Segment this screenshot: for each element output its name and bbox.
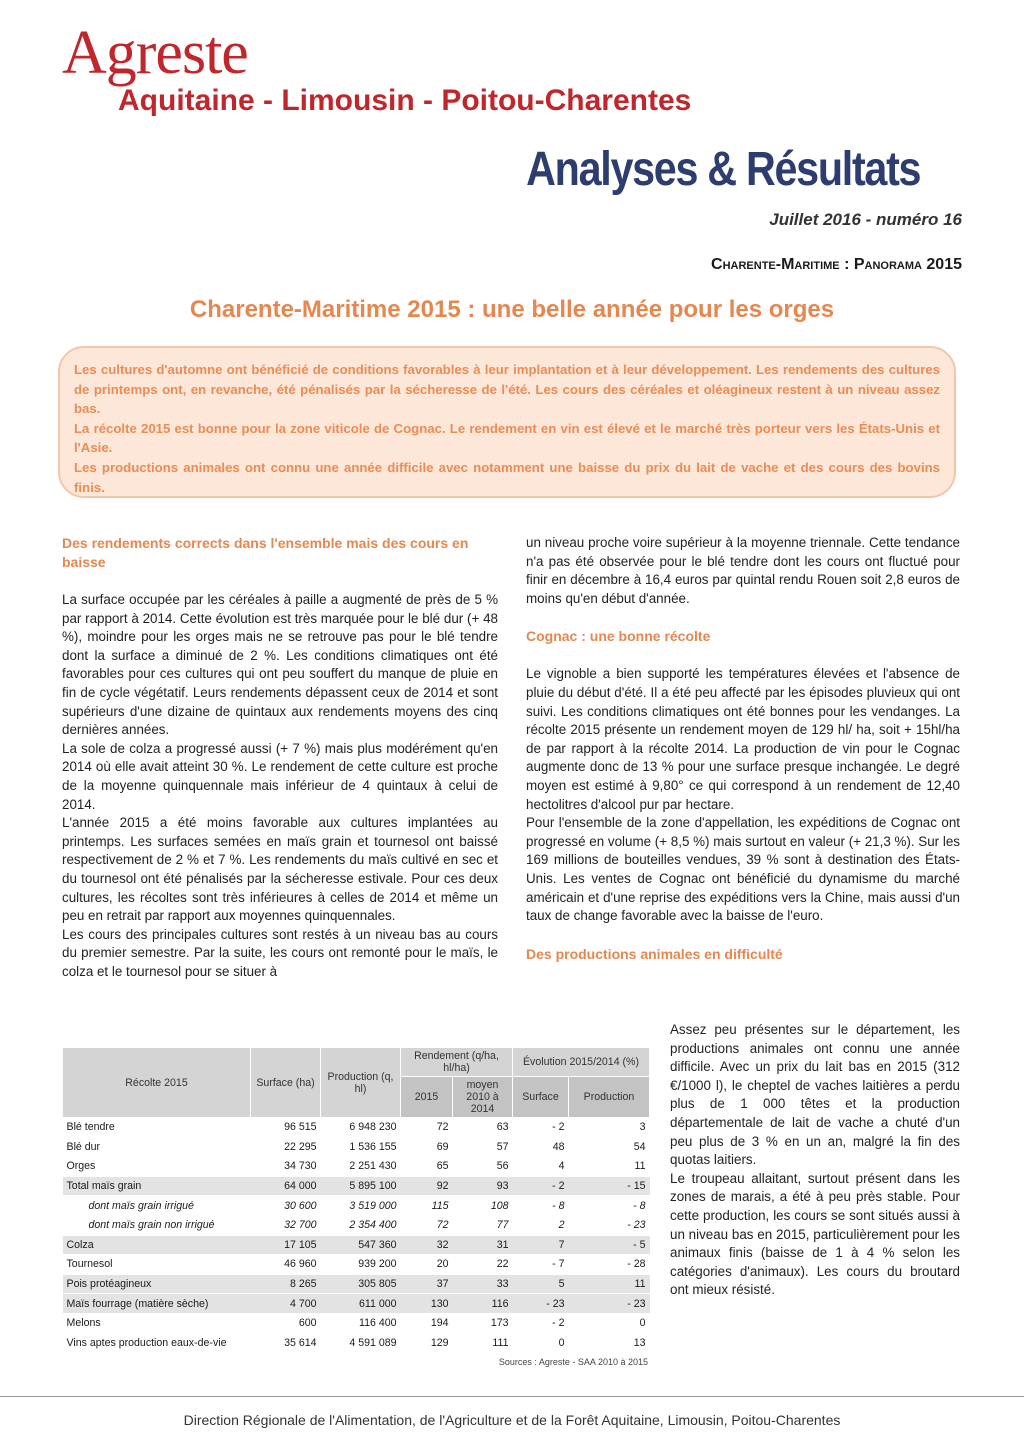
cell-evo-area: 0: [513, 1333, 569, 1353]
cell-yield-2015: 37: [401, 1274, 453, 1294]
cell-crop: Maïs fourrage (matière sèche): [63, 1294, 251, 1314]
livestock-column: [670, 1021, 960, 1300]
cell-evo-area: - 2: [513, 1118, 569, 1138]
cell-production: 6 948 230: [321, 1118, 401, 1138]
cell-evo-area: 5: [513, 1274, 569, 1294]
cell-area: 96 515: [251, 1118, 321, 1138]
cell-crop: Orges: [63, 1157, 251, 1177]
cell-production: 116 400: [321, 1313, 401, 1333]
harvest-table-container: [62, 1047, 650, 1367]
body-paragraph: Le vignoble a bien supporté les températures élevées et l'absence de pluie du début d'été. Il a été peu affecté par les épisodes pluvieux qui ont suivi. Les conditions climatiques ont été bonnes pour les vendanges. La récolte 2015 présente un rendement moyen de 129 hl/ ha, soit + 15hl/ha de par rapport à la récolte 2014. La production de vin pour le Cognac augmente donc de 13 % pour une surface presque inchangée. Le degré moyen est estimé à 9,80° ce qui correspond à un rendement de 12,40 hectolitres d'alcool pur par hectare.: [526, 666, 960, 812]
cell-evo-area: - 2: [513, 1176, 569, 1196]
cell-evo-production: 3: [569, 1118, 650, 1138]
cell-yield-avg: 116: [453, 1294, 513, 1314]
table-row: [63, 1215, 650, 1235]
cell-crop: Tournesol: [63, 1255, 251, 1275]
cell-area: 4 700: [251, 1294, 321, 1314]
table-row: [63, 1157, 650, 1177]
section-heading-cereals: Des rendements corrects dans l'ensemble mais des cours en baisse: [62, 535, 469, 570]
summary-paragraph: Les productions animales ont connu une année difficile avec notamment une baisse du prix du lait de vache et des cours des bovins finis.: [74, 459, 940, 495]
cell-yield-avg: 33: [453, 1274, 513, 1294]
cell-evo-production: 54: [569, 1137, 650, 1157]
summary-paragraph: La récolte 2015 est bonne pour la zone viticole de Cognac. Le rendement en vin est élevé et le marché très porteur vers les États-Unis et l'Asie.: [74, 420, 940, 456]
cell-yield-avg: 77: [453, 1215, 513, 1235]
cell-area: 32 700: [251, 1215, 321, 1235]
cell-area: 64 000: [251, 1176, 321, 1196]
table-row: [63, 1196, 650, 1216]
cell-yield-avg: 56: [453, 1157, 513, 1177]
cell-yield-avg: 111: [453, 1333, 513, 1353]
cell-area: 34 730: [251, 1157, 321, 1177]
cell-production: 2 251 430: [321, 1157, 401, 1177]
body-paragraph: Les cours des principales cultures sont restés à un niveau bas au cours du premier semestre. Par la suite, les cours ont remonté pour le maïs, le colza et le tournesol pour se situer à: [62, 926, 498, 979]
cell-production: 3 519 000: [321, 1196, 401, 1216]
cell-crop: dont maïs grain non irrigué: [63, 1215, 251, 1235]
cell-production: 4 591 089: [321, 1333, 401, 1353]
cell-production: 305 805: [321, 1274, 401, 1294]
region-title: Aquitaine - Limousin - Poitou-Charentes: [118, 84, 692, 117]
cell-yield-2015: 72: [401, 1118, 453, 1138]
table-body: [63, 1118, 650, 1353]
body-paragraph: Assez peu présentes sur le département, les productions animales ont connu une année difficile. Avec un prix du lait bas en 2015 (312 €/1000 l), le cheptel de vaches laitières a perdu plus de 1 000 têtes et la production départementale de lait de vache a chuté d'un peu plus de 3 % en un an, malgré la fin des quotas laitiers.: [670, 1022, 960, 1168]
cell-production: 2 354 400: [321, 1215, 401, 1235]
cell-evo-production: 0: [569, 1313, 650, 1333]
cell-area: 30 600: [251, 1196, 321, 1216]
table-source: Sources : Agreste - SAA 2010 à 2015: [498, 1357, 648, 1368]
cell-crop: Colza: [63, 1235, 251, 1255]
body-paragraph: La surface occupée par les céréales à paille a augmenté de près de 5 % par rapport à 2014. Cette évolution est très marquée pour le blé dur (+ 48 %), moindre pour les orges mais ne se retrouve pas pour le blé tendre dont la surface a diminué de 2 %. Les conditions climatiques ont été favorables pour ces cultures qui ont peu souffert du manque de pluie en fin de cycle végétatif. Leurs rendements dépassent ceux de 2014 et sont supérieurs d'une dizaine de quintaux aux rendements moyens des cinq dernières années.: [62, 592, 498, 738]
cell-area: 35 614: [251, 1333, 321, 1353]
cell-evo-production: - 23: [569, 1294, 650, 1314]
col-header-evo-area: Surface: [513, 1077, 569, 1118]
harvest-table: [62, 1047, 650, 1353]
cell-evo-area: - 2: [513, 1313, 569, 1333]
rubric-label: Charente-Maritime : Panorama 2015: [711, 256, 962, 273]
right-column: [526, 534, 960, 983]
table-row: [63, 1118, 650, 1138]
summary-paragraph: Les cultures d'automne ont bénéficié de conditions favorables à leur implantation et à leur développement. Les rendements des cultures de printemps ont, en revanche, été pénalisés par la sécheresse de l'été. Les cours des céréales et oléagineux restent à un niveau assez bas.: [74, 362, 940, 417]
cell-production: 5 895 100: [321, 1176, 401, 1196]
cell-crop: Blé dur: [63, 1137, 251, 1157]
col-header-crop: Récolte 2015: [63, 1048, 251, 1118]
section-heading-livestock: Des productions animales en difficulté: [526, 945, 783, 962]
cell-yield-2015: 92: [401, 1176, 453, 1196]
body-paragraph: Le troupeau allaitant, surtout présent dans les zones de marais, a été à peu près stable. Pour cette production, les cours se sont situés aussi à un niveau bas en 2015, particulièrement pour les animaux finis (baisse de 1 à 4 % selon les catégories d'animaux). Les cours du broutard ont mieux résisté.: [670, 1170, 960, 1298]
col-header-area: Surface (ha): [251, 1048, 321, 1118]
col-header-yield-avg: moyen 2010 à 2014: [453, 1077, 513, 1118]
table-row: [63, 1313, 650, 1333]
cell-evo-area: - 8: [513, 1196, 569, 1216]
cell-yield-avg: 108: [453, 1196, 513, 1216]
cell-yield-avg: 173: [453, 1313, 513, 1333]
cell-evo-area: 2: [513, 1215, 569, 1235]
cell-crop: Melons: [63, 1313, 251, 1333]
page-title: Charente-Maritime 2015 : une belle année pour les orges: [189, 296, 835, 323]
cell-evo-production: - 15: [569, 1176, 650, 1196]
left-column: [62, 534, 498, 981]
body-paragraph: un niveau proche voire supérieur à la moyenne triennale. Cette tendance n'a pas été observée pour le blé tendre dont les cours ont fluctué pour finir en décembre à 16,4 euros par quintal rendu Rouen soit 2,8 euros de moins qu'en début d'année.: [526, 535, 960, 606]
footer-text: Direction Régionale de l'Alimentation, de l'Agriculture et de la Forêt Aquitaine, Limousin, Poitou-Charentes: [183, 1412, 841, 1428]
col-header-production: Production (q, hl): [321, 1048, 401, 1118]
cell-area: 600: [251, 1313, 321, 1333]
cell-evo-production: - 28: [569, 1255, 650, 1275]
cell-production: 1 536 155: [321, 1137, 401, 1157]
cell-evo-area: - 23: [513, 1294, 569, 1314]
cell-area: 22 295: [251, 1137, 321, 1157]
col-header-evolution: Évolution 2015/2014 (%): [513, 1048, 650, 1077]
cell-yield-2015: 65: [401, 1157, 453, 1177]
cell-crop: Pois protéagineux: [63, 1274, 251, 1294]
table-row: [63, 1274, 650, 1294]
table-row: [63, 1294, 650, 1314]
issue-date: Juillet 2016 - numéro 16: [769, 210, 962, 229]
cell-yield-2015: 129: [401, 1333, 453, 1353]
body-paragraph: L'année 2015 a été moins favorable aux cultures implantées au printemps. Les surfaces semées en maïs grain et tournesol ont baissé respectivement de 2 % et 7 %. Les rendements du maïs cultivé en sec et du tournesol ont été pénalisés par la sécheresse estivale. Pour ces deux cultures, les récoltes sont très inférieures à celles de 2014 et même un peu en retrait par rapport aux moyennes quinquennales.: [62, 815, 498, 924]
cell-evo-production: 13: [569, 1333, 650, 1353]
cell-crop: dont maïs grain irrigué: [63, 1196, 251, 1216]
body-paragraph: Pour l'ensemble de la zone d'appellation, les expéditions de Cognac ont progressé en volume (+ 8,5 %) mais surtout en valeur (+ 21,3 %). Sur les 169 millions de bouteilles vendues, 39 % sont à destination des États-Unis. Les ventes de Cognac ont bénéficié du dynamisme du marché américain et d'une reprise des expéditions vers la Chine, mais aussi d'un taux de change favorable avec la baisse de l'euro.: [526, 815, 960, 924]
cell-crop: Total maïs grain: [63, 1176, 251, 1196]
col-header-yield-2015: 2015: [401, 1077, 453, 1118]
cell-crop: Blé tendre: [63, 1118, 251, 1138]
table-row: [63, 1235, 650, 1255]
table-row: [63, 1333, 650, 1353]
cell-production: 939 200: [321, 1255, 401, 1275]
cell-yield-2015: 20: [401, 1255, 453, 1275]
cell-evo-area: 7: [513, 1235, 569, 1255]
col-header-evo-production: Production: [569, 1077, 650, 1118]
cell-yield-avg: 22: [453, 1255, 513, 1275]
cell-yield-2015: 69: [401, 1137, 453, 1157]
cell-yield-avg: 63: [453, 1118, 513, 1138]
cell-evo-area: - 7: [513, 1255, 569, 1275]
cell-yield-2015: 130: [401, 1294, 453, 1314]
cell-crop: Vins aptes production eaux-de-vie: [63, 1333, 251, 1353]
cell-yield-avg: 57: [453, 1137, 513, 1157]
col-header-yield: Rendement (q/ha, hl/ha): [401, 1048, 513, 1077]
agreste-logo: Agreste: [62, 19, 248, 87]
cell-yield-avg: 93: [453, 1176, 513, 1196]
cell-yield-2015: 32: [401, 1235, 453, 1255]
table-row: [63, 1137, 650, 1157]
cell-yield-2015: 194: [401, 1313, 453, 1333]
summary-box: [58, 346, 956, 498]
cell-yield-avg: 31: [453, 1235, 513, 1255]
body-paragraph: La sole de colza a progressé aussi (+ 7 %) mais plus modérément qu'en 2014 où elle avait atteint 30 %. Le rendement de cette culture est proche de la moyenne quinquennale mais inférieur de 4 quintaux à celui de 2014.: [62, 740, 498, 812]
footer-divider: [0, 1396, 1024, 1397]
cell-production: 547 360: [321, 1235, 401, 1255]
section-heading-cognac: Cognac : une bonne récolte: [526, 628, 711, 645]
cell-area: 46 960: [251, 1255, 321, 1275]
cell-evo-production: 11: [569, 1274, 650, 1294]
table-row: [63, 1255, 650, 1275]
cell-evo-production: - 5: [569, 1235, 650, 1255]
cell-evo-production: - 8: [569, 1196, 650, 1216]
cell-area: 8 265: [251, 1274, 321, 1294]
cell-production: 611 000: [321, 1294, 401, 1314]
cell-evo-area: 48: [513, 1137, 569, 1157]
cell-evo-production: - 23: [569, 1215, 650, 1235]
table-row: [63, 1176, 650, 1196]
cell-yield-2015: 72: [401, 1215, 453, 1235]
cell-yield-2015: 115: [401, 1196, 453, 1216]
cell-evo-area: 4: [513, 1157, 569, 1177]
cell-evo-production: 11: [569, 1157, 650, 1177]
publication-series: Analyses & Résultats: [525, 143, 920, 196]
cell-area: 17 105: [251, 1235, 321, 1255]
